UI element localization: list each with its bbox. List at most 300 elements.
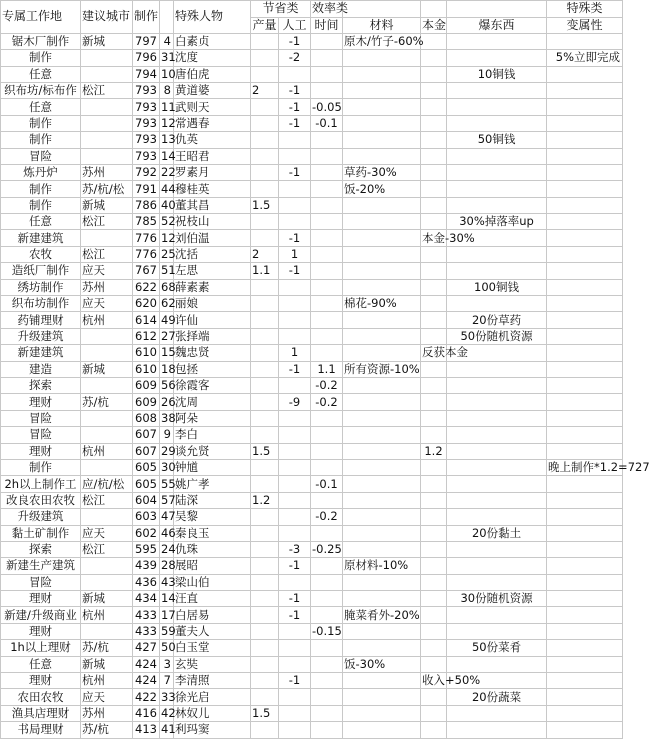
cell-time[interactable]: -0.05 (312, 99, 342, 114)
cell-character[interactable]: 沈括 (174, 246, 251, 262)
cell-attribute[interactable] (547, 164, 623, 180)
cell-num[interactable]: 12 (161, 230, 176, 245)
cell-production[interactable]: 595 (133, 541, 160, 557)
cell-character[interactable]: 董夫人 (174, 623, 251, 639)
cell-output[interactable] (251, 525, 279, 541)
cell-production[interactable]: 439 (133, 558, 160, 574)
cell-num[interactable]: 3 (160, 656, 174, 672)
cell-labor[interactable] (279, 197, 311, 213)
cell-production[interactable]: 433 (133, 623, 160, 639)
cell-num[interactable]: 40 (161, 197, 176, 212)
cell-city[interactable] (81, 50, 133, 66)
header-production[interactable]: 制作 (133, 1, 160, 34)
cell-drop[interactable] (447, 623, 547, 639)
cell-capital[interactable] (421, 705, 447, 721)
cell-character[interactable]: 祝枝山 (174, 214, 251, 230)
cell-city[interactable]: 松江 (81, 214, 133, 230)
cell-attribute[interactable] (547, 99, 623, 115)
cell-material[interactable]: 原材料-10% (343, 558, 421, 574)
cell-attribute[interactable] (547, 361, 623, 377)
cell-production[interactable]: 416 (133, 705, 160, 721)
cell-output[interactable] (251, 673, 279, 689)
cell-city[interactable] (81, 66, 133, 82)
header-num[interactable] (160, 1, 174, 34)
cell-attribute[interactable] (547, 296, 623, 312)
cell-attribute[interactable] (547, 722, 623, 738)
cell-material[interactable] (343, 263, 421, 279)
cell-workplace[interactable]: 制作 (1, 181, 81, 197)
cell-character[interactable]: 唐伯虎 (174, 66, 251, 82)
cell-time[interactable]: -0.2 (311, 509, 343, 525)
cell-output[interactable] (251, 591, 279, 607)
cell-capital[interactable]: 本金-30% (422, 230, 475, 245)
cell-production[interactable]: 793 (133, 132, 160, 148)
cell-num[interactable]: 68 (161, 279, 176, 294)
cell-num[interactable]: 14 (161, 591, 176, 606)
cell-output[interactable]: 1.5 (251, 197, 279, 213)
cell-time[interactable] (311, 214, 343, 230)
cell-capital[interactable] (421, 66, 447, 82)
cell-workplace[interactable]: 理财 (1, 623, 81, 639)
cell-capital[interactable] (421, 214, 447, 230)
cell-attribute[interactable] (547, 476, 623, 492)
cell-attribute[interactable] (547, 279, 623, 295)
cell-material[interactable] (343, 394, 421, 410)
cell-output[interactable] (251, 214, 279, 230)
subheader-labor[interactable]: 人工 (279, 17, 311, 33)
cell-workplace[interactable]: 药铺理财 (1, 312, 81, 328)
cell-attribute[interactable] (547, 591, 623, 607)
cell-time[interactable] (311, 164, 343, 180)
cell-drop[interactable]: 10铜钱 (447, 66, 547, 82)
cell-attribute[interactable] (547, 525, 623, 541)
cell-capital[interactable] (421, 50, 447, 66)
cell-workplace[interactable]: 1h以上理财 (1, 640, 81, 656)
cell-num[interactable]: 28 (161, 558, 176, 573)
cell-character[interactable]: 仇英 (174, 132, 251, 148)
cell-production[interactable]: 797 (133, 33, 160, 49)
cell-labor[interactable] (279, 410, 311, 426)
cell-output[interactable] (251, 99, 279, 115)
cell-drop[interactable] (447, 722, 547, 738)
cell-time[interactable] (311, 312, 343, 328)
cell-drop[interactable] (447, 164, 547, 180)
cell-num[interactable]: 25 (161, 247, 176, 262)
cell-capital[interactable] (421, 197, 447, 213)
header-special[interactable]: 特殊类 (547, 1, 623, 18)
cell-workplace[interactable]: 任意 (1, 99, 81, 115)
cell-workplace[interactable]: 织布坊/标布作 (1, 82, 81, 98)
cell-time[interactable] (311, 230, 343, 246)
cell-labor[interactable] (279, 509, 311, 525)
cell-drop[interactable] (447, 541, 547, 557)
cell-output[interactable] (251, 361, 279, 377)
cell-drop[interactable] (447, 476, 547, 492)
cell-num[interactable]: 17 (161, 607, 176, 622)
cell-output[interactable] (251, 164, 279, 180)
cell-output[interactable]: 1.2 (251, 492, 279, 508)
cell-drop[interactable] (447, 246, 547, 262)
cell-drop[interactable]: 20份草药 (447, 312, 547, 328)
cell-attribute[interactable] (547, 230, 623, 246)
cell-drop[interactable] (447, 361, 547, 377)
cell-labor[interactable]: 1 (279, 345, 311, 361)
cell-labor[interactable]: -1 (279, 673, 311, 689)
cell-material[interactable]: 腌菜肴外-20% (344, 607, 420, 622)
cell-character[interactable]: 谈允贤 (174, 443, 251, 459)
cell-material[interactable] (343, 673, 421, 689)
cell-labor[interactable] (279, 148, 311, 164)
cell-capital[interactable] (421, 312, 447, 328)
cell-material[interactable] (343, 115, 421, 131)
cell-workplace[interactable]: 建造 (1, 361, 81, 377)
cell-production[interactable]: 776 (133, 246, 160, 262)
subheader-drop[interactable]: 爆东西 (447, 17, 547, 33)
cell-drop[interactable] (447, 443, 547, 459)
cell-capital[interactable]: 1.2 (421, 443, 447, 459)
cell-labor[interactable] (279, 296, 311, 312)
cell-num[interactable]: 27 (161, 329, 176, 344)
cell-workplace[interactable]: 制作 (1, 197, 81, 213)
cell-production[interactable]: 427 (133, 640, 160, 656)
cell-time[interactable] (311, 689, 343, 705)
cell-output[interactable] (251, 50, 279, 66)
cell-capital[interactable] (421, 689, 447, 705)
cell-time[interactable]: -0.1 (311, 476, 343, 492)
cell-capital[interactable]: 收入+50% (422, 673, 481, 688)
cell-workplace[interactable]: 任意 (1, 214, 81, 230)
cell-capital[interactable] (421, 591, 447, 607)
header-workplace[interactable]: 专属工作地 (1, 1, 81, 34)
cell-production[interactable]: 786 (133, 197, 160, 213)
cell-labor[interactable] (279, 328, 311, 344)
cell-city[interactable]: 应天 (81, 263, 133, 279)
cell-drop[interactable] (447, 492, 547, 508)
cell-material[interactable] (343, 525, 421, 541)
cell-drop[interactable] (447, 427, 547, 443)
cell-workplace[interactable]: 理财 (1, 673, 81, 689)
cell-workplace[interactable]: 冒险 (1, 574, 81, 590)
cell-city[interactable]: 应天 (81, 525, 133, 541)
cell-attribute[interactable]: 晚上制作*1.2=727 (548, 460, 650, 475)
cell-capital[interactable] (421, 296, 447, 312)
cell-time[interactable] (311, 427, 343, 443)
cell-workplace[interactable]: 升级建筑 (1, 509, 81, 525)
cell-production[interactable]: 793 (133, 115, 160, 131)
cell-labor[interactable] (279, 214, 311, 230)
cell-num[interactable]: 52 (161, 214, 176, 229)
cell-num[interactable]: 18 (161, 361, 176, 376)
cell-num[interactable]: 9 (160, 427, 174, 443)
cell-labor[interactable] (279, 656, 311, 672)
cell-workplace[interactable]: 农田农牧 (1, 689, 81, 705)
cell-workplace[interactable]: 新建建筑 (1, 345, 81, 361)
cell-capital[interactable] (421, 607, 447, 623)
cell-attribute[interactable] (547, 705, 623, 721)
cell-time[interactable] (311, 558, 343, 574)
cell-labor[interactable] (279, 132, 311, 148)
cell-material[interactable] (343, 459, 421, 475)
cell-time[interactable] (311, 328, 343, 344)
cell-production[interactable]: 610 (133, 345, 160, 361)
cell-production[interactable]: 793 (133, 148, 160, 164)
cell-character[interactable]: 李清照 (174, 673, 251, 689)
cell-production[interactable]: 607 (133, 427, 160, 443)
header-blank-c[interactable] (447, 1, 547, 18)
cell-attribute[interactable] (547, 214, 623, 230)
cell-time[interactable]: -0.1 (311, 115, 343, 131)
cell-production[interactable]: 793 (133, 82, 160, 98)
cell-time[interactable]: -0.15 (312, 624, 342, 639)
cell-city[interactable]: 杭州 (81, 607, 133, 623)
cell-city[interactable] (81, 345, 133, 361)
cell-drop[interactable] (447, 33, 547, 49)
cell-production[interactable]: 776 (133, 230, 160, 246)
cell-workplace[interactable]: 冒险 (1, 148, 81, 164)
cell-output[interactable] (251, 148, 279, 164)
cell-attribute[interactable] (547, 33, 623, 49)
cell-material[interactable] (343, 427, 421, 443)
cell-capital[interactable] (421, 574, 447, 590)
cell-attribute[interactable] (547, 623, 623, 639)
cell-workplace[interactable]: 新建建筑 (1, 230, 81, 246)
cell-drop[interactable]: 20份蔬菜 (447, 689, 547, 705)
cell-material[interactable] (343, 623, 421, 639)
cell-output[interactable] (251, 279, 279, 295)
cell-time[interactable] (311, 574, 343, 590)
cell-time[interactable]: -0.2 (311, 378, 343, 394)
cell-workplace[interactable]: 冒险 (1, 410, 81, 426)
cell-time[interactable] (311, 722, 343, 738)
cell-num[interactable]: 56 (161, 378, 176, 393)
cell-city[interactable]: 苏/杭 (81, 394, 133, 410)
cell-workplace[interactable]: 新建/升级商业 (1, 607, 81, 623)
cell-workplace[interactable]: 渔具店理财 (1, 705, 81, 721)
cell-production[interactable]: 792 (133, 164, 160, 180)
cell-drop[interactable] (447, 296, 547, 312)
cell-production[interactable]: 605 (133, 459, 160, 475)
cell-production[interactable]: 605 (133, 476, 160, 492)
cell-time[interactable] (311, 148, 343, 164)
cell-capital[interactable] (421, 99, 447, 115)
cell-drop[interactable] (447, 574, 547, 590)
cell-city[interactable] (81, 427, 133, 443)
cell-production[interactable]: 612 (133, 328, 160, 344)
cell-material[interactable] (343, 214, 421, 230)
cell-material[interactable] (343, 66, 421, 82)
cell-material[interactable] (343, 591, 421, 607)
cell-city[interactable] (81, 509, 133, 525)
cell-workplace[interactable]: 探索 (1, 541, 81, 557)
cell-attribute[interactable] (547, 148, 623, 164)
cell-capital[interactable] (421, 115, 447, 131)
cell-labor[interactable]: -1 (279, 82, 311, 98)
cell-attribute[interactable] (547, 492, 623, 508)
cell-labor[interactable] (279, 378, 311, 394)
cell-labor[interactable]: -2 (279, 50, 311, 66)
cell-num[interactable]: 29 (161, 443, 176, 458)
cell-labor[interactable] (279, 722, 311, 738)
cell-city[interactable]: 新城 (81, 656, 133, 672)
subheader-material[interactable]: 材料 (343, 17, 421, 33)
cell-drop[interactable] (447, 509, 547, 525)
cell-workplace[interactable]: 黏土矿制作 (1, 525, 81, 541)
cell-production[interactable]: 603 (133, 509, 160, 525)
cell-time[interactable] (311, 656, 343, 672)
cell-drop[interactable]: 30份随机资源 (447, 591, 547, 607)
cell-num[interactable]: 41 (161, 722, 176, 737)
cell-workplace[interactable]: 理财 (1, 591, 81, 607)
header-character[interactable]: 特殊人物 (174, 1, 251, 34)
cell-time[interactable] (311, 607, 343, 623)
cell-num[interactable]: 30 (161, 460, 176, 475)
cell-city[interactable] (81, 328, 133, 344)
cell-city[interactable] (81, 99, 133, 115)
cell-num[interactable]: 47 (161, 509, 176, 524)
cell-num[interactable]: 55 (161, 476, 176, 491)
cell-material[interactable] (343, 705, 421, 721)
cell-city[interactable]: 松江 (81, 492, 133, 508)
cell-character[interactable]: 张择端 (174, 328, 251, 344)
cell-production[interactable]: 614 (133, 312, 160, 328)
cell-drop[interactable] (447, 263, 547, 279)
cell-drop[interactable] (447, 115, 547, 131)
cell-num[interactable]: 49 (161, 312, 176, 327)
cell-drop[interactable] (447, 656, 547, 672)
cell-output[interactable] (251, 33, 279, 49)
cell-workplace[interactable]: 探索 (1, 378, 81, 394)
cell-material[interactable] (343, 443, 421, 459)
cell-material[interactable] (343, 689, 421, 705)
cell-city[interactable]: 应天 (81, 296, 133, 312)
cell-character[interactable]: 白玉堂 (174, 640, 251, 656)
cell-production[interactable]: 602 (133, 525, 160, 541)
cell-attribute[interactable]: 5%立即完成 (547, 50, 623, 66)
cell-output[interactable] (251, 345, 279, 361)
cell-city[interactable] (81, 410, 133, 426)
cell-attribute[interactable] (547, 427, 623, 443)
cell-character[interactable]: 左思 (174, 263, 251, 279)
cell-production[interactable]: 794 (133, 66, 160, 82)
cell-capital[interactable] (421, 476, 447, 492)
cell-labor[interactable]: 1 (279, 246, 311, 262)
cell-workplace[interactable]: 改良农田农牧 (1, 492, 81, 508)
cell-labor[interactable] (279, 66, 311, 82)
cell-character[interactable]: 罗素月 (174, 164, 251, 180)
cell-labor[interactable]: -1 (279, 99, 311, 115)
cell-character[interactable]: 武则天 (174, 99, 251, 115)
cell-time[interactable] (311, 263, 343, 279)
cell-attribute[interactable] (547, 640, 623, 656)
cell-capital[interactable] (421, 246, 447, 262)
cell-capital[interactable] (421, 640, 447, 656)
cell-material[interactable]: 饭-20% (343, 181, 421, 197)
cell-capital[interactable] (421, 656, 447, 672)
cell-production[interactable]: 610 (133, 361, 160, 377)
cell-time[interactable] (311, 673, 343, 689)
subheader-time[interactable]: 时间 (311, 17, 343, 33)
cell-time[interactable]: -0.25 (312, 542, 342, 557)
cell-attribute[interactable] (547, 246, 623, 262)
cell-workplace[interactable]: 绣坊制作 (1, 279, 81, 295)
cell-labor[interactable] (279, 689, 311, 705)
cell-character[interactable]: 林奴儿 (174, 705, 251, 721)
cell-production[interactable]: 609 (133, 394, 160, 410)
cell-capital[interactable] (421, 459, 447, 475)
header-efficiency[interactable]: 效率类 (312, 1, 349, 16)
cell-labor[interactable]: -1 (279, 33, 311, 49)
cell-time[interactable] (311, 410, 343, 426)
cell-output[interactable] (251, 378, 279, 394)
cell-workplace[interactable]: 升级建筑 (1, 328, 81, 344)
cell-output[interactable]: 1.5 (251, 443, 279, 459)
cell-time[interactable] (311, 197, 343, 213)
cell-attribute[interactable] (547, 328, 623, 344)
cell-drop[interactable] (447, 50, 547, 66)
cell-capital[interactable] (421, 541, 447, 557)
cell-attribute[interactable] (547, 574, 623, 590)
cell-attribute[interactable] (547, 689, 623, 705)
header-blank-a[interactable] (343, 1, 421, 18)
cell-workplace[interactable]: 制作 (1, 132, 81, 148)
cell-city[interactable]: 松江 (81, 246, 133, 262)
cell-attribute[interactable] (547, 312, 623, 328)
cell-workplace[interactable]: 冒险 (1, 427, 81, 443)
cell-drop[interactable] (447, 459, 547, 475)
cell-material[interactable] (343, 82, 421, 98)
cell-output[interactable] (251, 394, 279, 410)
cell-material[interactable] (343, 345, 421, 361)
cell-character[interactable]: 包拯 (174, 361, 251, 377)
cell-time[interactable] (311, 82, 343, 98)
cell-city[interactable]: 苏州 (81, 279, 133, 295)
cell-material[interactable]: 所有资源-10% (344, 361, 420, 376)
cell-production[interactable]: 413 (133, 722, 160, 738)
cell-character[interactable]: 董其昌 (174, 197, 251, 213)
cell-drop[interactable]: 100铜钱 (447, 279, 547, 295)
header-city[interactable]: 建议城市 (81, 1, 133, 34)
cell-city[interactable]: 杭州 (81, 443, 133, 459)
cell-capital[interactable] (421, 33, 447, 49)
cell-production[interactable]: 791 (133, 181, 160, 197)
cell-num[interactable]: 4 (160, 33, 174, 49)
cell-production[interactable]: 609 (133, 378, 160, 394)
cell-workplace[interactable]: 书局理财 (1, 722, 81, 738)
cell-attribute[interactable] (547, 607, 623, 623)
cell-drop[interactable] (447, 558, 547, 574)
cell-time[interactable] (311, 591, 343, 607)
cell-output[interactable] (251, 640, 279, 656)
cell-production[interactable]: 424 (133, 656, 160, 672)
cell-labor[interactable]: -1 (279, 558, 311, 574)
cell-city[interactable] (81, 574, 133, 590)
cell-num[interactable]: 26 (161, 394, 176, 409)
cell-city[interactable]: 新城 (81, 361, 133, 377)
cell-output[interactable]: 2 (251, 246, 279, 262)
cell-workplace[interactable]: 新建生产建筑 (1, 558, 81, 574)
cell-character[interactable]: 姚广孝 (174, 476, 251, 492)
cell-production[interactable]: 793 (133, 99, 160, 115)
cell-capital[interactable] (421, 82, 447, 98)
cell-num[interactable]: 12 (161, 115, 176, 130)
cell-labor[interactable]: -1 (279, 607, 311, 623)
cell-city[interactable]: 新城 (81, 197, 133, 213)
cell-drop[interactable]: 50份随机资源 (447, 328, 547, 344)
cell-drop[interactable] (447, 410, 547, 426)
cell-attribute[interactable] (547, 82, 623, 98)
cell-character[interactable]: 黄道婆 (174, 82, 251, 98)
cell-num[interactable]: 59 (161, 624, 176, 639)
